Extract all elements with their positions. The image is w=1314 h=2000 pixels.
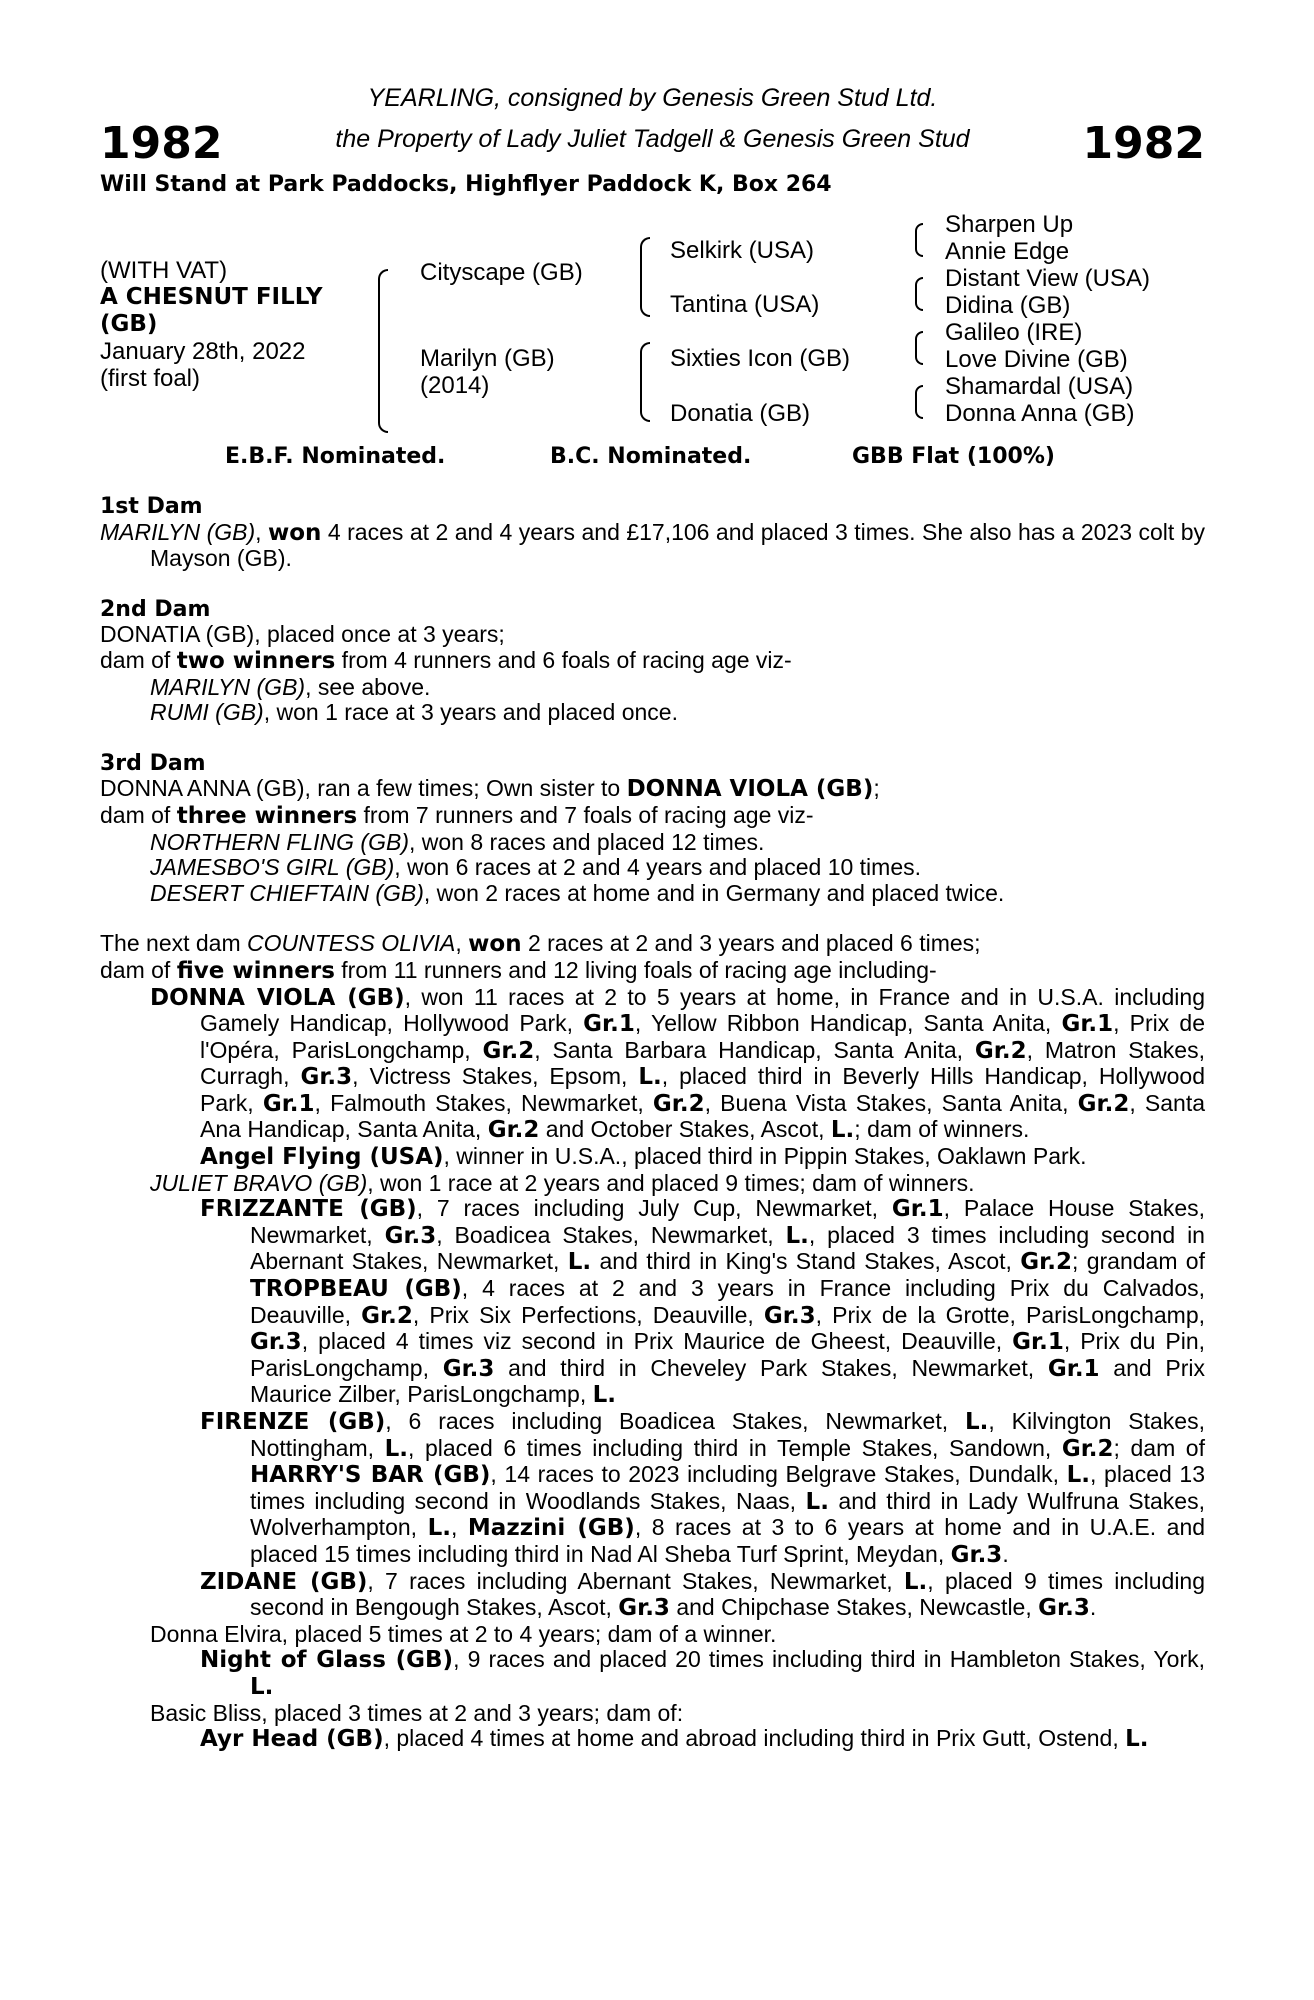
consignment-line: YEARLING, consigned by Genesis Green Stud Ltd. <box>367 84 938 112</box>
next-dam-damof: dam of five winners from 11 runners and 12 living foals of racing age including- <box>100 956 937 984</box>
produce-record <box>100 494 1205 1753</box>
basic-bliss-record: Basic Bliss, placed 3 times at 2 and 3 years; dam of: <box>150 1699 684 1726</box>
dam2-line: DONATIA (GB), placed once at 3 years; <box>100 621 505 648</box>
gen3-brace-4 <box>915 385 923 419</box>
gen3-5: Galileo (IRE) <box>945 319 1083 346</box>
dam2-produce-2: RUMI (GB), won 1 race at 3 years and placed once. <box>150 699 678 726</box>
ebf-nomination: E.B.F. Nominated. <box>225 444 446 469</box>
foaling-date: January 28th, 2022 <box>100 338 306 365</box>
vat-note: (WITH VAT) <box>100 257 228 284</box>
horse-name: A CHESNUT FILLY <box>100 284 323 310</box>
lot-number-right: 1982 <box>1082 118 1205 169</box>
sire-sire: Selkirk (USA) <box>670 237 815 264</box>
dam-year: (2014) <box>420 372 490 399</box>
nominations-row <box>100 444 1205 474</box>
dam-brace <box>640 342 650 422</box>
next-dam-line: The next dam COUNTESS OLIVIA, won 2 races at 2 and 3 years and placed 6 times; <box>100 930 981 958</box>
donna-elvira-record: Donna Elvira, placed 5 times at 2 to 4 years; dam of a winner. <box>150 1620 777 1647</box>
zidane-record: ZIDANE (GB), 7 races including Abernant Stakes, Newmarket, L., placed 9 times including second in Bengough Stakes, Ascot, Gr.3 and Chipchase Stakes, Newcastle, Gr.3. <box>200 1567 1206 1622</box>
property-line: the Property of Lady Juliet Tadgell & Genesis Green Stud <box>335 125 970 153</box>
dam3-produce-1: NORTHERN FLING (GB), won 8 races and placed 12 times. <box>150 828 765 855</box>
gen3-6: Love Divine (GB) <box>945 346 1128 373</box>
gen3-brace-3 <box>915 331 923 365</box>
gen3-1: Sharpen Up <box>945 211 1074 238</box>
gen3-brace-1 <box>915 223 923 257</box>
dam2-damof: dam of two winners from 4 runners and 6 foals of racing age viz- <box>100 646 792 674</box>
dam-dam: Donatia (GB) <box>670 400 811 427</box>
dam: Marilyn (GB) <box>420 345 555 372</box>
juliet-bravo-record: JULIET BRAVO (GB), won 1 race at 2 years and placed 9 times; dam of winners. <box>150 1169 975 1196</box>
sire: Cityscape (GB) <box>420 259 583 286</box>
bc-nomination: B.C. Nominated. <box>550 444 752 469</box>
dam1-heading: 1st Dam <box>100 494 203 519</box>
gen3-8: Donna Anna (GB) <box>945 400 1135 427</box>
stand-line: Will Stand at Park Paddocks, Highflyer Paddock K, Box 264 <box>100 172 832 197</box>
gen3-brace-2 <box>915 277 923 311</box>
pedigree-table <box>100 197 1205 442</box>
lot-number-left: 1982 <box>100 118 223 169</box>
angel-flying-record: Angel Flying (USA), winner in U.S.A., placed third in Pippin Stakes, Oaklawn Park. <box>200 1143 1087 1171</box>
gen3-2: Annie Edge <box>945 238 1070 265</box>
dam-sire: Sixties Icon (GB) <box>670 345 851 372</box>
dam3-heading: 3rd Dam <box>100 750 206 776</box>
dam1-record: MARILYN (GB), won 4 races at 2 and 4 years and £17,106 and placed 3 times. She also has a 2023 colt by Mayson (GB). <box>100 518 1205 572</box>
foal-note: (first foal) <box>100 365 201 392</box>
dam2-heading: 2nd Dam <box>100 596 211 622</box>
pedigree-brace-main <box>378 269 388 433</box>
ayr-head-record: Ayr Head (GB), placed 4 times at home and abroad including third in Prix Gutt, Ostend, L. <box>200 1725 1149 1753</box>
dam3-produce-2: JAMESBO'S GIRL (GB), won 6 races at 2 and 4 years and placed 10 times. <box>150 854 922 881</box>
horse-origin: (GB) <box>100 311 158 337</box>
donna-viola-record: DONNA VIOLA (GB), won 11 races at 2 to 5 years at home, in France and in U.S.A. including Gamely Handicap, Hollywood Park, Gr.1, Yellow Ribbon Handicap, Santa Anita, Gr.1, Prix de l'Opéra, ParisLongchamp, Gr.2, Santa Barbara Handicap, Santa Anita, Gr.2, Matron Stakes, Curragh, Gr.3, Victress Stakes, Epsom, L., placed third in Beverly Hills Handicap, Hollywood Park, Gr.1, Falmouth Stakes, Newmarket, Gr.2, Buena Vista Stakes, Santa Anita, Gr.2, Santa Ana Handicap, Santa Anita, Gr.2 and October Stakes, Ascot, L.; dam of winners. <box>150 983 1206 1144</box>
catalogue-page <box>100 78 1205 1753</box>
gen3-3: Distant View (USA) <box>945 265 1150 292</box>
dam3-damof: dam of three winners from 7 runners and 7 foals of racing age viz- <box>100 801 814 829</box>
firenze-record: FIRENZE (GB), 6 races including Boadicea Stakes, Newmarket, L., Kilvington Stakes, Nottingham, L., placed 6 times including third in Temple Stakes, Sandown, Gr.2; dam of HARRY'S BAR (GB), 14 races to 2023 including Belgrave Stakes, Dundalk, L., placed 13 times including second in Woodlands Stakes, Naas, L. and third in Lady Wulfruna Stakes, Wolverhampton, L., Mazzini (GB), 8 races at 3 to 6 years at home and in U.A.E. and placed 15 times including third in Nad Al Sheba Turf Sprint, Meydan, Gr.3. <box>200 1408 1206 1568</box>
night-of-glass-record: Night of Glass (GB), 9 races and placed 20 times including third in Hambleton Stakes, York, L. <box>200 1646 1206 1700</box>
dam3-line: DONNA ANNA (GB), ran a few times; Own sister to DONNA VIOLA (GB); <box>100 775 880 803</box>
gbb-flat: GBB Flat (100%) <box>852 444 1055 469</box>
gen3-7: Shamardal (USA) <box>945 373 1134 400</box>
frizzante-record: FRIZZANTE (GB), 7 races including July Cup, Newmarket, Gr.1, Palace House Stakes, Newmarket, Gr.3, Boadicea Stakes, Newmarket, L., placed 3 times including second in Abernant Stakes, Newmarket, L. and third in King's Stand Stakes, Ascot, Gr.2; grandam of TROPBEAU (GB), 4 races at 2 and 3 years in France including Prix du Calvados, Deauville, Gr.2, Prix Six Perfections, Deauville, Gr.3, Prix de la Grotte, ParisLongchamp, Gr.3, placed 4 times viz second in Prix Maurice de Gheest, Deauville, Gr.1, Prix du Pin, ParisLongchamp, Gr.3 and third in Cheveley Park Stakes, Newmarket, Gr.1 and Prix Maurice Zilber, ParisLongchamp, L. <box>200 1195 1206 1409</box>
sire-brace <box>640 237 650 317</box>
gen3-4: Didina (GB) <box>945 292 1071 319</box>
sire-dam: Tantina (USA) <box>670 291 820 318</box>
dam2-produce-1: MARILYN (GB), see above. <box>150 673 431 700</box>
dam3-produce-3: DESERT CHIEFTAIN (GB), won 2 races at home and in Germany and placed twice. <box>150 879 1005 906</box>
